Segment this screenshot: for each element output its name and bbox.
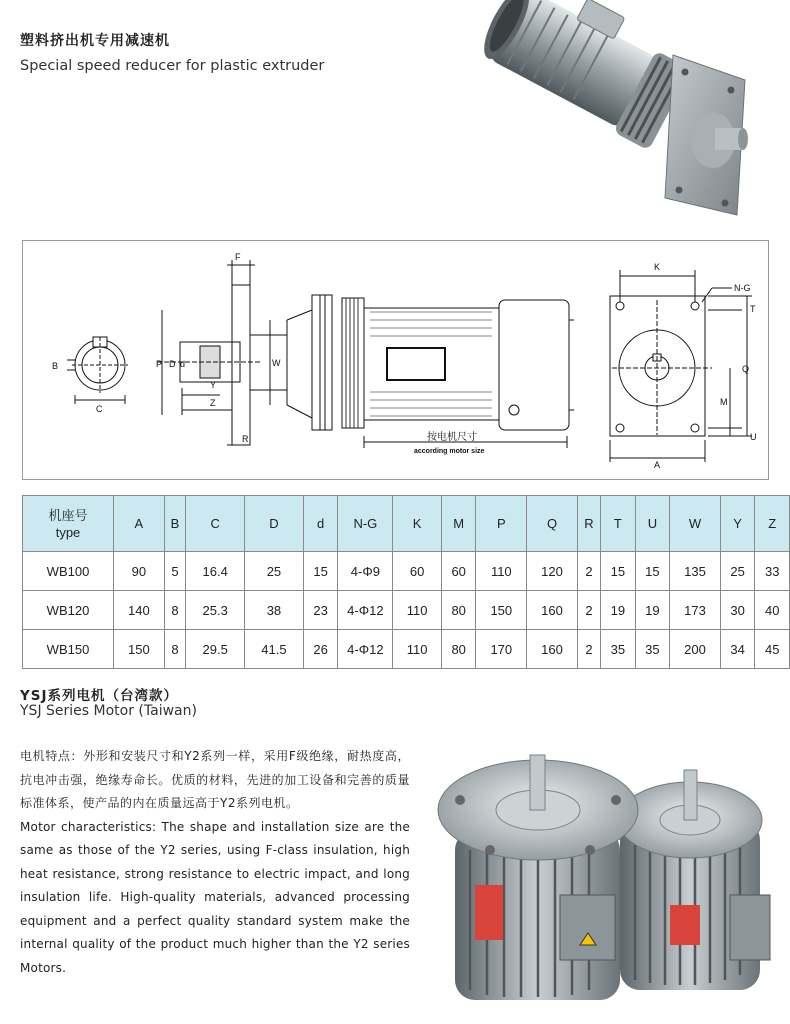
column-header: A [114, 496, 165, 552]
table-row [23, 591, 790, 630]
table-row [23, 552, 790, 591]
column-header: R [577, 496, 600, 552]
table-cell: 33 [755, 552, 790, 591]
dim-label-d-upper: D [169, 359, 176, 369]
table-cell: 8 [164, 630, 186, 669]
speed-reducer-photo [475, 0, 750, 232]
column-header: B [164, 496, 186, 552]
dim-label-k: K [654, 262, 661, 272]
table-cell: 26 [303, 630, 338, 669]
table-cell: 120 [527, 552, 578, 591]
table-cell: 34 [720, 630, 755, 669]
table-cell: 140 [114, 591, 165, 630]
table-cell: 40 [755, 591, 790, 630]
column-header: U [635, 496, 670, 552]
row-type-cell: WB100 [23, 552, 114, 591]
header-type-en: type [55, 524, 81, 540]
dim-label-q: Q [742, 364, 750, 374]
table-cell: 170 [476, 630, 527, 669]
dim-label-p: P [156, 359, 163, 369]
table-cell: 2 [577, 630, 600, 669]
header-type-cell [23, 496, 114, 552]
column-header: M [441, 496, 476, 552]
dim-label-b: B [52, 361, 59, 371]
dim-label-m: M [720, 397, 728, 407]
column-header: Y [720, 496, 755, 552]
table-cell: 19 [635, 591, 670, 630]
ysj-motors-photo [430, 745, 790, 1015]
column-header: W [670, 496, 721, 552]
table-cell: 160 [527, 591, 578, 630]
table-cell: 4-Φ12 [338, 630, 393, 669]
column-header: N-G [338, 496, 393, 552]
table-cell: 110 [476, 552, 527, 591]
dim-label-ng: N-G [734, 283, 751, 293]
table-cell: 4-Φ9 [338, 552, 393, 591]
section-title-cn: YSJ系列电机（台湾款） [20, 688, 179, 704]
row-type-cell: WB120 [23, 591, 114, 630]
table-cell: 2 [577, 552, 600, 591]
table-cell: 41.5 [245, 630, 304, 669]
dim-label-z: Z [210, 398, 216, 408]
column-header: D [245, 496, 304, 552]
description-en: Motor characteristics: The shape and installation size are the same as those of the Y2 series, using F-class insulation, high heat resistance, strong resistance to electric impact, and long insulation life. High-quality materials, advanced processing equipment and a perfect quality standard system make the internal quality of the product much higher than the Y2 series Motors. [20, 819, 410, 975]
table-cell: 15 [303, 552, 338, 591]
dim-label-u: U [750, 432, 757, 442]
table-header-row [23, 496, 790, 552]
table-cell: 35 [601, 630, 636, 669]
table-cell: 15 [635, 552, 670, 591]
table-cell: 200 [670, 630, 721, 669]
column-header: d [303, 496, 338, 552]
motor-size-note-en: according motor size [414, 448, 485, 455]
column-header: Z [755, 496, 790, 552]
table-cell: 135 [670, 552, 721, 591]
table-cell: 16.4 [186, 552, 245, 591]
table-cell: 5 [164, 552, 186, 591]
table-cell: 29.5 [186, 630, 245, 669]
dim-label-w: W [272, 358, 281, 368]
table-cell: 30 [720, 591, 755, 630]
dim-label-d-lower: d [180, 359, 186, 369]
page-title-en: Special speed reducer for plastic extruder [20, 58, 325, 74]
table-cell: 4-Φ12 [338, 591, 393, 630]
table-cell: 60 [441, 552, 476, 591]
table-cell: 173 [670, 591, 721, 630]
dim-label-c: C [96, 404, 103, 414]
table-cell: 19 [601, 591, 636, 630]
table-cell: 110 [393, 630, 442, 669]
table-cell: 110 [393, 591, 442, 630]
table-cell: 23 [303, 591, 338, 630]
table-cell: 150 [476, 591, 527, 630]
column-header: Q [527, 496, 578, 552]
table-cell: 90 [114, 552, 165, 591]
table-cell: 35 [635, 630, 670, 669]
column-header: K [393, 496, 442, 552]
table-cell: 160 [527, 630, 578, 669]
table-cell: 25 [720, 552, 755, 591]
table-cell: 60 [393, 552, 442, 591]
table-cell: 80 [441, 630, 476, 669]
dim-label-f: F [235, 252, 241, 262]
table-cell: 38 [245, 591, 304, 630]
column-header: C [186, 496, 245, 552]
table-cell: 25.3 [186, 591, 245, 630]
table-row [23, 630, 790, 669]
row-type-cell: WB150 [23, 630, 114, 669]
dim-label-r: R [242, 434, 249, 444]
dim-label-t: T [750, 304, 756, 314]
table-cell: 150 [114, 630, 165, 669]
dimension-spec-table [22, 495, 790, 669]
dimension-drawing [22, 240, 767, 478]
section-title-en: YSJ Series Motor (Taiwan) [20, 703, 197, 719]
column-header: T [601, 496, 636, 552]
table-cell: 80 [441, 591, 476, 630]
motor-size-note-cn: 按电机尺寸 [427, 432, 477, 443]
header-type-cn: 机座号 [48, 507, 88, 523]
description-cn: 电机特点：外形和安装尺寸和Y2系列一样，采用F级绝缘，耐热度高，抗电冲击强，绝缘寿命长。优质的材料，先进的加工设备和完善的质量标准体系，使产品的内在质量远高于Y2系列电机。 [20, 749, 410, 810]
dim-label-y: Y [210, 380, 217, 390]
motor-description [20, 745, 410, 980]
table-cell: 8 [164, 591, 186, 630]
table-cell: 45 [755, 630, 790, 669]
page-title-cn: 塑料挤出机专用减速机 [20, 33, 170, 49]
column-header: P [476, 496, 527, 552]
table-cell: 15 [601, 552, 636, 591]
table-cell: 25 [245, 552, 304, 591]
dim-label-a: A [654, 460, 661, 470]
table-cell: 2 [577, 591, 600, 630]
